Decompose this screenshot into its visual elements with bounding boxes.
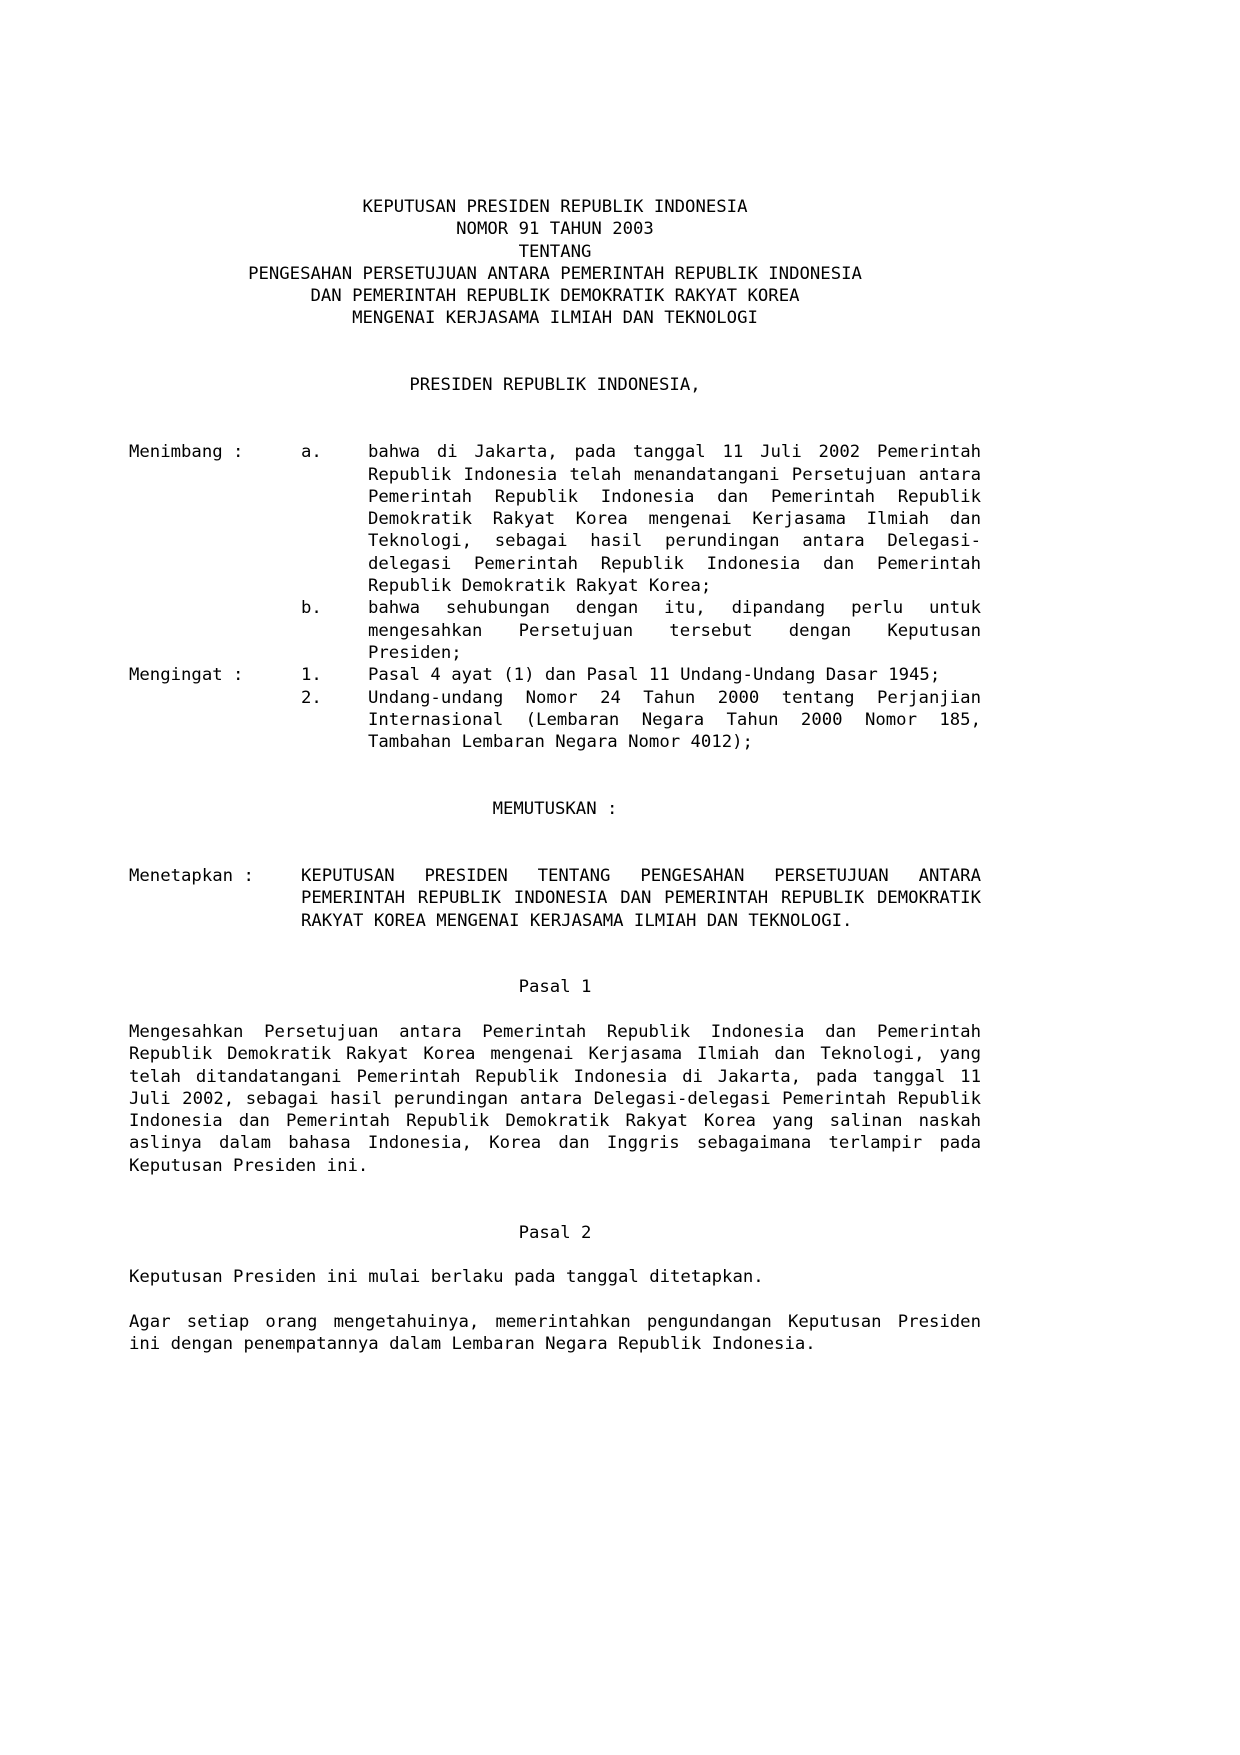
considerations-text-a: bahwa di Jakarta, pada tanggal 11 Juli 2002 Pemerintah Republik Indonesia telah menandatangani Persetujuan antara Pemerintah Republik Indonesia dan Pemerintah Republik Demokratik Rakyat Korea mengenai Kerjasama Ilmiah dan Teknologi, sebagai hasil perundingan antara Delegasi-delegasi Pemerintah Republik Indonesia dan Pemerintah Republik Demokratik Rakyat Korea; [368,442,981,597]
considerations-item-b [129,597,981,664]
title-line-2: NOMOR 91 TAHUN 2003 [456,219,654,240]
legal-basis-text-1: Pasal 4 ayat (1) dan Pasal 11 Undang-Undang Dasar 1945; [368,665,941,686]
title-line-4: PENGESAHAN PERSETUJUAN ANTARA PEMERINTAH REPUBLIK INDONESIA [248,263,862,284]
document-title-block [129,196,981,330]
spacer [129,753,981,798]
considerations-marker-b: b. [301,598,322,619]
document-body [129,196,981,1355]
legal-basis-text-2: Undang-undang Nomor 24 Tahun 2000 tentang Perjanjian Internasional (Lembaran Negara Tahun 2000 Nomor 185, Tambahan Lembaran Negara Nomor 4012); [368,687,981,753]
enactment-text: KEPUTUSAN PRESIDEN TENTANG PENGESAHAN PERSETUJUAN ANTARA PEMERINTAH REPUBLIK INDONESIA DAN PEMERINTAH REPUBLIK DEMOKRATIK RAKYAT KOREA MENGENAI KERJASAMA ILMIAH DAN TEKNOLOGI. [301,865,981,931]
article-2-text: Keputusan Presiden ini mulai berlaku pada tanggal ditetapkan. [129,1267,764,1288]
title-line-6: MENGENAI KERJASAMA ILMIAH DAN TEKNOLOGI [352,308,758,329]
title-line-1: KEPUTUSAN PRESIDEN REPUBLIK INDONESIA [362,197,748,217]
spacer [129,999,981,1021]
enactment-label: Menetapkan : [129,865,254,886]
article-2-heading: Pasal 2 [518,1222,592,1243]
enactment-row [129,865,981,932]
spacer [129,330,981,375]
article-1-text: Mengesahkan Persetujuan antara Pemerintah Republik Indonesia dan Pemerintah Republik Demokratik Rakyat Korea mengenai Kerjasama Ilmiah dan Teknologi, yang telah ditandatangani Pemerintah Republik Indonesia di Jakarta, pada tanggal 11 Juli 2002, sebagai hasil perundingan antara Delegasi-delegasi Pemerintah Republik Indonesia dan Pemerintah Republik Demokratik Rakyat Korea yang salinan naskah aslinya dalam bahasa Indonesia, Korea dan Inggris sebagaimana terlampir pada Keputusan Presiden ini. [129,1021,981,1176]
considerations-item-a [129,441,981,597]
subject-line: PRESIDEN REPUBLIK INDONESIA, [409,375,701,396]
considerations-marker-a: a. [301,442,322,463]
spacer [129,1177,981,1222]
title-line-5: DAN PEMERINTAH REPUBLIK DEMOKRATIK RAKYAT KOREA [310,286,800,307]
legal-basis-marker-2: 2. [301,687,322,708]
legal-basis-marker-1: 1. [301,665,322,686]
considerations-text-b: bahwa sehubungan dengan itu, dipandang perlu untuk mengesahkan Persetujuan tersebut dengan Keputusan Presiden; [368,598,981,663]
title-line-3: TENTANG [518,241,592,262]
decides-heading: MEMUTUSKAN : [492,799,618,820]
spacer [129,1244,981,1266]
spacer [129,1289,981,1311]
spacer [129,820,981,865]
legal-basis-label: Mengingat : [129,665,244,686]
considerations-label: Menimbang : [129,442,244,463]
legal-basis-item-2 [129,687,981,754]
article-1-heading: Pasal 1 [518,977,592,998]
legal-basis-item-1 [129,664,981,686]
spacer [129,397,981,442]
spacer [129,932,981,977]
closing-paragraph: Agar setiap orang mengetahuinya, memerintahkan pengundangan Keputusan Presiden ini dengan penempatannya dalam Lembaran Negara Republik Indonesia. [129,1311,981,1355]
